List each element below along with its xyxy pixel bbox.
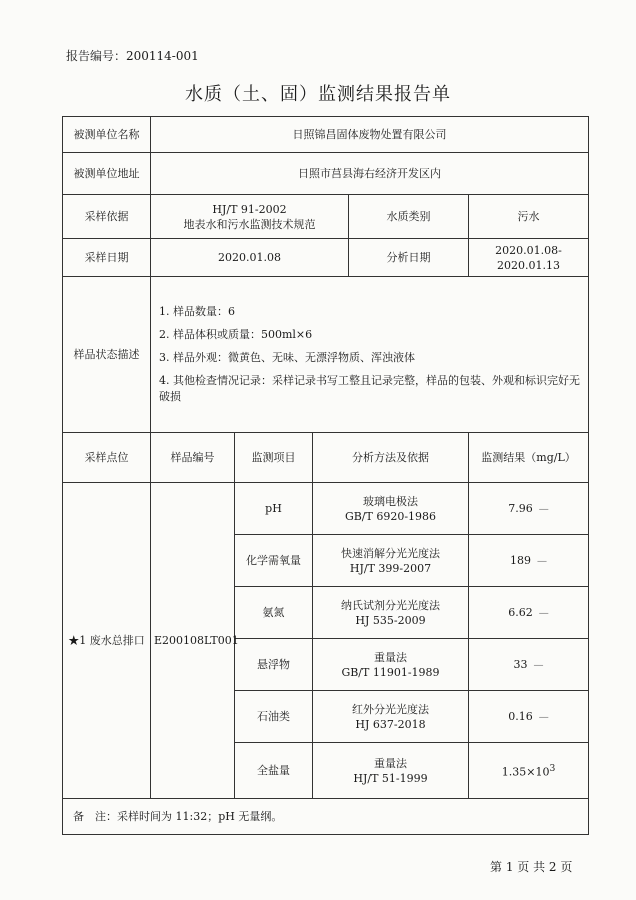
address-row: [63, 153, 589, 195]
header-analysis-method: 分析方法及依据: [313, 433, 469, 483]
monitoring-item: 氨氮: [235, 587, 313, 639]
analysis-method: [313, 483, 469, 535]
water-type-value: 污水: [469, 195, 589, 239]
state-item: 1. 样品数量：6: [159, 305, 235, 318]
result-value: 189 —: [469, 535, 589, 587]
method-name: 纳氏试剂分光光度法: [341, 598, 440, 612]
analysis-method: [313, 587, 469, 639]
monitoring-item: pH: [235, 483, 313, 535]
analysis-date-label: 分析日期: [349, 239, 469, 277]
analysis-method: [313, 691, 469, 743]
method-standard: HJ/T 51-1999: [353, 771, 428, 785]
unit-label: 被测单位名称: [63, 117, 151, 153]
method-standard: HJ 637-2018: [355, 717, 426, 731]
note-row: [63, 799, 589, 835]
result-value: $1.35\times 10^3$: [469, 743, 589, 799]
header-sample-number: 样品编号: [151, 433, 235, 483]
page-title: 水质（土、固）监测结果报告单: [185, 84, 451, 105]
basis-standard-title: 地表水和污水监测技术规范: [183, 217, 316, 231]
sample-number: E200108LT001: [151, 483, 235, 799]
header-result: 监测结果（mg/L）: [469, 433, 589, 483]
note: 备 注：采样时间为 11:32；pH 无量纲。: [63, 799, 589, 835]
sample-date-row: [63, 239, 589, 277]
sample-state-description: [151, 277, 589, 433]
header-monitoring-item: 监测项目: [235, 433, 313, 483]
monitoring-item: 全盐量: [235, 743, 313, 799]
monitoring-item: 石油类: [235, 691, 313, 743]
sample-date-label: 采样日期: [63, 239, 151, 277]
basis-row: [63, 195, 589, 239]
results-header-row: [63, 433, 589, 483]
state-item: 4. 其他检查情况记录：采样记录书写工整且记录完整，样品的包装、外观和标识完好无破损: [159, 374, 580, 403]
method-name: 红外分光光度法: [352, 702, 429, 716]
result-row: [63, 483, 589, 535]
result-value: 0.16 —: [469, 691, 589, 743]
sample-date-value: 2020.01.08: [151, 239, 349, 277]
page-number: 第 1 页 共 2 页: [490, 860, 573, 874]
result-value: 33 —: [469, 639, 589, 691]
method-name: 重量法: [374, 756, 407, 770]
method-standard: GB/T 11901-1989: [341, 665, 440, 679]
report-number: 报告编号：200114-001: [66, 49, 199, 63]
basis-value: [151, 195, 349, 239]
water-type-label: 水质类别: [349, 195, 469, 239]
result-value: 6.62 —: [469, 587, 589, 639]
method-standard: GB/T 6920-1986: [344, 509, 437, 523]
unit-value: 日照锦昌固体废物处置有限公司: [151, 117, 589, 153]
basis-label: 采样依据: [63, 195, 151, 239]
analysis-method: [313, 535, 469, 587]
monitoring-item: 化学需氧量: [235, 535, 313, 587]
address-label: 被测单位地址: [63, 153, 151, 195]
unit-row: [63, 117, 589, 153]
sample-state-label: 样品状态描述: [63, 277, 151, 433]
sample-state-row: [63, 277, 589, 433]
analysis-method: [313, 743, 469, 799]
method-name: 玻璃电极法: [363, 494, 418, 508]
method-name: 快速消解分光光度法: [341, 546, 440, 560]
monitoring-item: 悬浮物: [235, 639, 313, 691]
address-value: 日照市莒县海右经济开发区内: [151, 153, 589, 195]
state-item: 3. 样品外观：微黄色、无味、无漂浮物质、浑浊液体: [159, 351, 415, 364]
result-value: 7.96 —: [469, 483, 589, 535]
method-name: 重量法: [374, 650, 407, 664]
method-standard: HJ 535-2009: [355, 613, 426, 627]
state-item: 2. 样品体积或质量：500ml×6: [159, 328, 313, 341]
analysis-method: [313, 639, 469, 691]
sampling-point: ★1 废水总排口: [63, 483, 151, 799]
report-table: [62, 116, 589, 835]
method-standard: HJ/T 399-2007: [349, 561, 432, 575]
analysis-date-value: 2020.01.08-2020.01.13: [469, 239, 589, 277]
basis-standard: HJ/T 91-2002: [212, 202, 287, 216]
header-sampling-point: 采样点位: [63, 433, 151, 483]
